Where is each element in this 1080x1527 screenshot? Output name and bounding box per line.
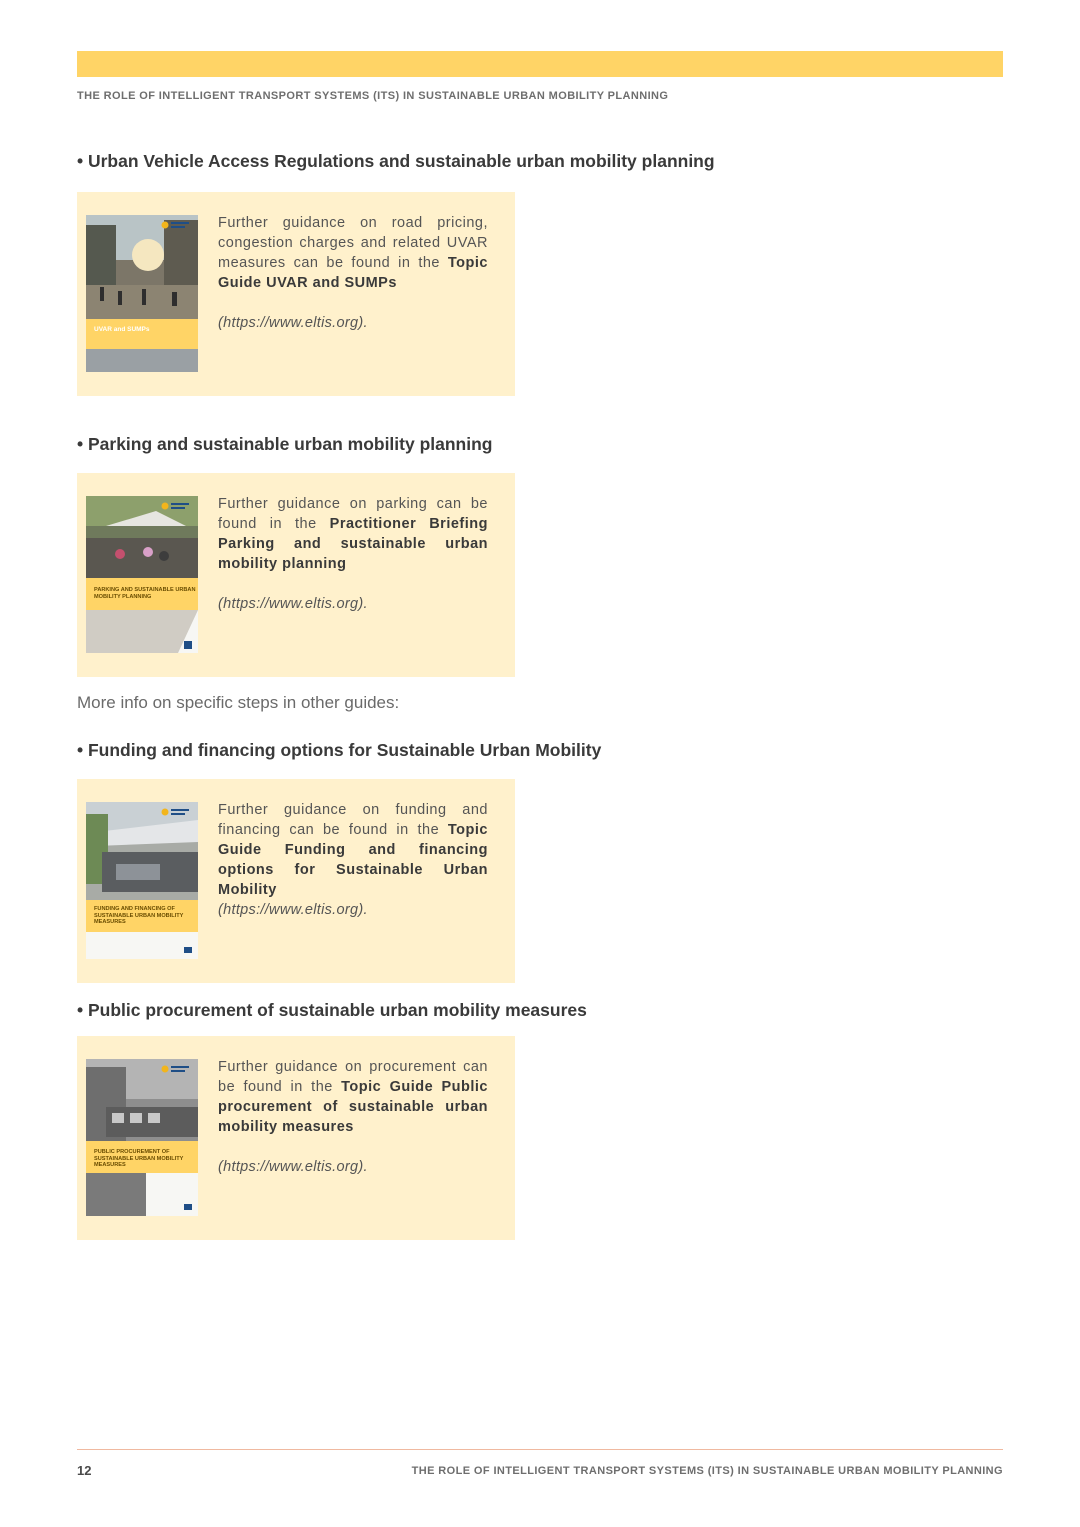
eltis-link[interactable]: (https://www.eltis.org).: [218, 596, 368, 612]
eu-flag-icon: [184, 947, 192, 953]
cover-title: UVAR and SUMPs: [94, 326, 150, 333]
guidance-text-plain: Further guidance on funding and financing can be found in the: [218, 802, 488, 838]
guidance-text-procurement: [218, 1057, 488, 1137]
footer-running-title: THE ROLE OF INTELLIGENT TRANSPORT SYSTEMS (ITS) IN SUSTAINABLE URBAN MOBILITY PLANNING: [411, 1465, 1003, 1477]
eltis-logo-icon: [161, 501, 191, 511]
cover-image-uvar: [86, 215, 198, 372]
guidance-box-funding: [77, 779, 515, 983]
eltis-logo-icon: [161, 1064, 191, 1074]
cover-image-funding: [86, 802, 198, 959]
guidance-text-plain: Further guidance on road pricing, congestion charges and related UVAR measures can be found in the: [218, 215, 488, 271]
cover-corner-shape: [86, 610, 198, 653]
guidance-box-procurement: [77, 1036, 515, 1240]
eltis-link[interactable]: (https://www.eltis.org).: [218, 902, 368, 918]
cover-photo-carport: [86, 802, 198, 907]
intro-text: More info on specific steps in other guides:: [77, 693, 400, 712]
guidance-box-parking: [77, 473, 515, 677]
cover-bottom-photo: [86, 349, 198, 372]
guidance-text-plain: Further guidance on parking can be found in the: [218, 496, 488, 532]
cover-title: PARKING AND SUSTAINABLE URBAN MOBILITY PLANNING: [94, 587, 196, 600]
section-title-uvar: • Urban Vehicle Access Regulations and sustainable urban mobility planning: [77, 151, 715, 171]
eu-flag-icon: [184, 641, 192, 649]
cover-bottom-photo: [86, 1173, 146, 1216]
running-head: THE ROLE OF INTELLIGENT TRANSPORT SYSTEMS (ITS) IN SUSTAINABLE URBAN MOBILITY PLANNING: [77, 90, 669, 102]
eu-flag-icon: [184, 1204, 192, 1210]
cover-image-procurement: [86, 1059, 198, 1216]
guidance-text-plain: Further guidance on procurement can be found in the: [218, 1059, 488, 1095]
guide-title: Practitioner Briefing Parking and sustainable urban mobility planning: [218, 516, 488, 572]
cover-photo-street: [86, 215, 198, 320]
cover-title-band: [86, 900, 198, 932]
eltis-link[interactable]: (https://www.eltis.org).: [218, 1159, 368, 1175]
eltis-link[interactable]: (https://www.eltis.org).: [218, 315, 368, 331]
guidance-box-uvar: [77, 192, 515, 396]
guide-title: Topic Guide Public procurement of sustainable urban mobility measures: [218, 1079, 488, 1135]
cover-title-band: [86, 1141, 198, 1173]
cover-title-band: [86, 319, 198, 349]
guidance-text-parking: [218, 494, 488, 574]
section-title-funding: • Funding and financing options for Sustainable Urban Mobility: [77, 740, 602, 760]
cover-title: FUNDING AND FINANCING OF SUSTAINABLE URBAN MOBILITY MEASURES: [94, 906, 184, 926]
section-title-parking: • Parking and sustainable urban mobility planning: [77, 434, 493, 454]
guidance-text-uvar: [218, 213, 488, 293]
section-title-procurement: • Public procurement of sustainable urban mobility measures: [77, 1000, 587, 1020]
guide-title: Topic Guide Funding and financing options for Sustainable Urban Mobility: [218, 822, 488, 898]
cover-title-band: [86, 578, 198, 610]
eltis-logo-icon: [161, 220, 191, 230]
guidance-text-funding: [218, 800, 488, 900]
cover-image-parking: [86, 496, 198, 653]
page-number: 12: [77, 1463, 92, 1478]
guide-title: Topic Guide UVAR and SUMPs: [218, 255, 488, 291]
footer-rule: [77, 1449, 1003, 1450]
eltis-logo-icon: [161, 807, 191, 817]
cover-title: PUBLIC PROCUREMENT OF SUSTAINABLE URBAN MOBILITY MEASURES: [94, 1149, 184, 1169]
header-band: [77, 51, 1003, 77]
